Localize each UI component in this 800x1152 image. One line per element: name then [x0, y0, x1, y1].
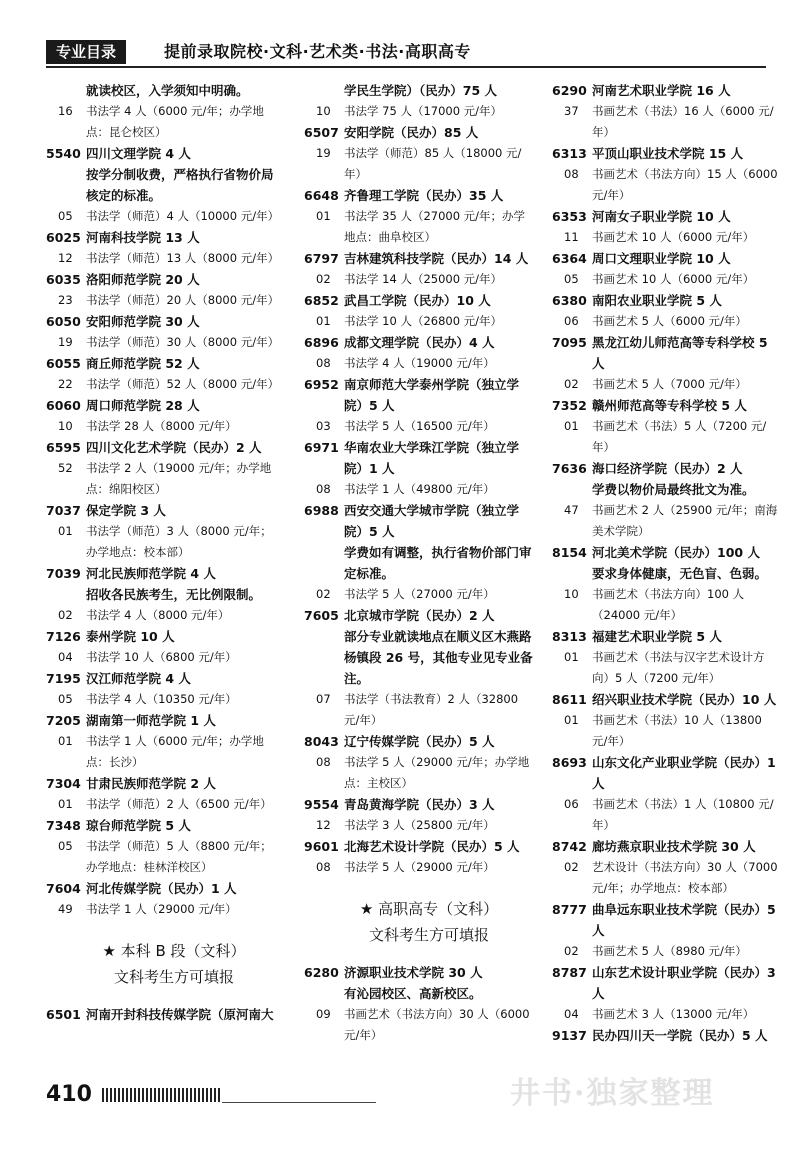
school-entry — [304, 437, 534, 479]
school-code: 8611 — [552, 692, 587, 707]
major-entry — [46, 836, 282, 878]
school-code: 8777 — [552, 902, 587, 917]
school-code: 8154 — [552, 545, 587, 560]
major-entry — [552, 416, 778, 458]
major-code: 07 — [316, 692, 331, 706]
major-detail: 书画艺术 3 人（13000 元/年） — [592, 1007, 755, 1021]
school-note: 要求身体健康，无色盲、色弱。 — [592, 566, 768, 581]
major-code: 02 — [58, 608, 73, 622]
major-code: 04 — [564, 1007, 579, 1021]
school-entry — [552, 290, 778, 311]
major-code: 08 — [316, 356, 331, 370]
school-note: 有沁园校区、高新校区。 — [344, 986, 482, 1001]
school-name: 泰州学院 10 人 — [86, 629, 175, 644]
column-1 — [46, 80, 282, 1025]
school-entry — [304, 185, 534, 206]
major-detail: 书法学（师范）13 人（8000 元/年） — [86, 251, 280, 265]
school-name: 河南开封科技传媒学院（原河南大 — [86, 1007, 274, 1022]
major-entry — [46, 899, 282, 920]
school-entry — [46, 710, 282, 731]
school-code: 7039 — [46, 566, 81, 581]
school-code: 7605 — [304, 608, 339, 623]
school-name: 山东艺术设计职业学院（民办）3 人 — [592, 965, 776, 1001]
school-name: 河南女子职业学院 10 人 — [592, 209, 731, 224]
major-code: 06 — [564, 797, 579, 811]
major-detail: 书法学（师范）3 人（8000 元/年；办学地点：校本部） — [86, 524, 272, 559]
major-code: 01 — [58, 524, 73, 538]
major-code: 19 — [316, 146, 331, 160]
major-detail: 书法学（师范）2 人（6500 元/年） — [86, 797, 272, 811]
school-entry — [46, 437, 282, 458]
page-header — [46, 40, 766, 66]
school-entry — [552, 689, 778, 710]
school-name: 洛阳师范学院 20 人 — [86, 272, 200, 287]
major-detail: 书法学 1 人（49800 元/年） — [344, 482, 495, 496]
school-entry — [46, 353, 282, 374]
school-note: 部分专业就读地点在顺义区木燕路杨镇段 26 号，其他专业见专业备注。 — [344, 629, 533, 686]
school-name: 民办四川天一学院（民办）5 人 — [592, 1028, 768, 1043]
school-code: 6797 — [304, 251, 339, 266]
major-entry — [552, 311, 778, 332]
school-entry — [46, 227, 282, 248]
major-detail: 书法学 5 人（27000 元/年） — [344, 587, 495, 601]
school-entry — [46, 773, 282, 794]
school-name: 海口经济学院（民办）2 人 — [592, 461, 743, 476]
major-code: 10 — [564, 587, 579, 601]
school-name: 保定学院 3 人 — [86, 503, 166, 518]
school-entry — [552, 626, 778, 647]
major-entry — [304, 311, 534, 332]
major-detail: 书法学 5 人（16500 元/年） — [344, 419, 495, 433]
major-detail: 书法学 4 人（19000 元/年） — [344, 356, 495, 370]
school-code: 8693 — [552, 755, 587, 770]
section-title: ★ 高职高专（文科） — [359, 900, 499, 918]
school-entry — [552, 899, 778, 941]
school-name: 河南艺术职业学院 16 人 — [592, 83, 731, 98]
school-entry — [552, 143, 778, 164]
school-code: 8742 — [552, 839, 587, 854]
school-code: 7348 — [46, 818, 81, 833]
school-name: 华南农业大学珠江学院（独立学院）1 人 — [344, 440, 520, 476]
major-entry — [304, 479, 534, 500]
footer-bars — [102, 1088, 222, 1102]
school-name: 河北美术学院（民办）100 人 — [592, 545, 760, 560]
school-name: 廊坊燕京职业技术学院 30 人 — [592, 839, 756, 854]
school-entry — [304, 374, 534, 416]
major-entry — [552, 164, 778, 206]
school-name: 绍兴职业技术学院（民办）10 人 — [592, 692, 777, 707]
school-entry — [46, 395, 282, 416]
section-heading — [304, 896, 534, 948]
section-subtitle: 文科考生方可填报 — [368, 926, 489, 944]
school-entry — [552, 1025, 778, 1046]
footer-rule — [222, 1102, 376, 1103]
major-detail: 书画艺术（书法方向）100 人（24000 元/年） — [592, 587, 745, 622]
major-entry — [46, 374, 282, 395]
major-entry — [46, 605, 282, 626]
major-code: 08 — [316, 755, 331, 769]
school-entry — [304, 248, 534, 269]
school-entry — [552, 962, 778, 1004]
major-code: 06 — [564, 314, 579, 328]
school-code: 6025 — [46, 230, 81, 245]
major-code: 02 — [316, 272, 331, 286]
major-detail: 书法学 1 人（6000 元/年；办学地点：长沙） — [86, 734, 264, 769]
school-code: 6952 — [304, 377, 339, 392]
school-name: 西安交通大学城市学院（独立学院）5 人 — [344, 503, 520, 539]
school-code: 6035 — [46, 272, 81, 287]
school-code: 9137 — [552, 1028, 587, 1043]
major-code: 01 — [316, 209, 331, 223]
school-code: 6648 — [304, 188, 339, 203]
major-detail: 书画艺术（书法方向）15 人（6000 元/年） — [592, 167, 778, 202]
school-code: 7304 — [46, 776, 81, 791]
major-entry — [304, 206, 534, 248]
major-entry — [552, 101, 778, 143]
school-code: 7126 — [46, 629, 81, 644]
school-name: 四川文理学院 4 人 — [86, 146, 191, 161]
major-entry — [46, 521, 282, 563]
school-code: 6290 — [552, 83, 587, 98]
school-name: 齐鲁理工学院（民办）35 人 — [344, 188, 504, 203]
school-name: 赣州师范高等专科学校 5 人 — [592, 398, 747, 413]
major-entry — [552, 500, 778, 542]
school-code: 8787 — [552, 965, 587, 980]
major-entry — [46, 290, 282, 311]
major-code: 02 — [564, 377, 579, 391]
school-entry — [46, 668, 282, 689]
school-code: 6055 — [46, 356, 81, 371]
major-entry — [46, 101, 282, 143]
major-detail: 书画艺术（书法）5 人（7200 元/年） — [592, 419, 767, 454]
major-detail: 书法学 4 人（6000 元/年；办学地点：昆仑校区） — [86, 104, 264, 139]
major-detail: 书画艺术 5 人（8980 元/年） — [592, 944, 747, 958]
school-code: 9601 — [304, 839, 339, 854]
major-entry — [552, 374, 778, 395]
major-detail: 书法学 5 人（29000 元/年） — [344, 860, 495, 874]
major-code: 03 — [316, 419, 331, 433]
major-code: 02 — [316, 587, 331, 601]
school-code: 9554 — [304, 797, 339, 812]
major-code: 05 — [58, 209, 73, 223]
school-entry — [552, 332, 778, 374]
major-entry — [304, 689, 534, 731]
major-detail: 书法学 28 人（8000 元/年） — [86, 419, 237, 433]
major-code: 02 — [564, 944, 579, 958]
major-detail: 书法学 10 人（26800 元/年） — [344, 314, 503, 328]
school-entry — [552, 248, 778, 269]
major-entry — [304, 857, 534, 878]
school-entry — [304, 290, 534, 311]
major-entry — [304, 269, 534, 290]
page-footer — [46, 1082, 376, 1108]
school-code: 6595 — [46, 440, 81, 455]
school-name: 北京城市学院（民办）2 人 — [344, 608, 495, 623]
school-entry — [46, 878, 282, 899]
school-code: 5540 — [46, 146, 81, 161]
major-detail: 书画艺术 5 人（7000 元/年） — [592, 377, 747, 391]
school-entry — [552, 752, 778, 794]
column-2 — [304, 80, 534, 1046]
major-entry — [552, 941, 778, 962]
major-entry — [304, 416, 534, 437]
school-entry — [304, 731, 534, 752]
school-code: 6971 — [304, 440, 339, 455]
major-code: 01 — [58, 734, 73, 748]
major-detail: 书法学（师范）52 人（8000 元/年） — [86, 377, 280, 391]
major-code: 01 — [58, 797, 73, 811]
school-entry — [304, 605, 534, 626]
school-code: 8043 — [304, 734, 339, 749]
school-entry — [46, 563, 282, 584]
school-code: 6501 — [46, 1007, 81, 1022]
school-entry — [46, 815, 282, 836]
school-note: 就读校区，入学须知中明确。 — [86, 83, 249, 98]
section-heading — [46, 938, 282, 990]
major-code: 19 — [58, 335, 73, 349]
major-code: 52 — [58, 461, 73, 475]
school-entry — [304, 122, 534, 143]
header-title: 提前录取院校·文科·艺术类·书法·高职高专 — [164, 42, 471, 61]
major-entry — [304, 101, 534, 122]
major-code: 08 — [564, 167, 579, 181]
major-detail: 书画艺术 2 人（25900 元/年；南海美术学院） — [592, 503, 778, 538]
major-code: 12 — [58, 251, 73, 265]
major-entry — [552, 794, 778, 836]
column-3 — [552, 80, 778, 1046]
major-code: 02 — [564, 860, 579, 874]
school-name: 黑龙江幼儿师范高等专科学校 5 人 — [592, 335, 768, 371]
major-detail: 书画艺术（书法）10 人（13800 元/年） — [592, 713, 762, 748]
school-code: 6988 — [304, 503, 339, 518]
school-name: 北海艺术设计学院（民办）5 人 — [344, 839, 520, 854]
school-code: 6507 — [304, 125, 339, 140]
major-code: 22 — [58, 377, 73, 391]
major-code: 12 — [316, 818, 331, 832]
school-entry — [46, 626, 282, 647]
major-code: 10 — [58, 419, 73, 433]
major-code: 05 — [58, 692, 73, 706]
school-code: 6353 — [552, 209, 587, 224]
school-name: 湖南第一师范学院 1 人 — [86, 713, 216, 728]
school-entry — [46, 143, 282, 164]
school-code: 6050 — [46, 314, 81, 329]
school-name: 南阳农业职业学院 5 人 — [592, 293, 722, 308]
section-tag: 专业目录 — [46, 40, 126, 64]
school-entry — [552, 542, 778, 563]
major-detail: 书法学 4 人（10350 元/年） — [86, 692, 237, 706]
major-entry — [304, 1004, 534, 1046]
major-code: 49 — [58, 902, 73, 916]
major-detail: 书法学 3 人（25800 元/年） — [344, 818, 495, 832]
school-code: 6380 — [552, 293, 587, 308]
major-code: 01 — [564, 713, 579, 727]
school-note: 招收各民族考生，无比例限制。 — [86, 587, 262, 602]
school-name: 辽宁传媒学院（民办）5 人 — [344, 734, 495, 749]
school-entry — [552, 206, 778, 227]
school-entry — [552, 80, 778, 101]
major-entry — [304, 143, 534, 185]
major-entry — [46, 332, 282, 353]
major-entry — [552, 269, 778, 290]
major-detail: 书法学（师范）20 人（8000 元/年） — [86, 293, 280, 307]
major-code: 01 — [564, 650, 579, 664]
school-name: 武昌工学院（民办）10 人 — [344, 293, 491, 308]
school-name: 商丘师范学院 52 人 — [86, 356, 200, 371]
major-entry — [46, 248, 282, 269]
school-code: 7604 — [46, 881, 81, 896]
major-entry — [304, 752, 534, 794]
major-detail: 书画艺术 10 人（6000 元/年） — [592, 230, 755, 244]
school-name: 河南科技学院 13 人 — [86, 230, 200, 245]
major-detail: 书法学（师范）4 人（10000 元/年） — [86, 209, 280, 223]
major-entry — [46, 794, 282, 815]
major-entry — [552, 857, 778, 899]
major-code: 08 — [316, 860, 331, 874]
school-note: 学民生学院）（民办）75 人 — [344, 83, 497, 98]
major-code: 05 — [58, 839, 73, 853]
major-entry — [46, 206, 282, 227]
school-code: 7636 — [552, 461, 587, 476]
school-name: 琼台师范学院 5 人 — [86, 818, 191, 833]
major-entry — [552, 647, 778, 689]
major-detail: 书画艺术（书法）16 人（6000 元/年） — [592, 104, 774, 139]
school-name: 汉江师范学院 4 人 — [86, 671, 191, 686]
school-name: 甘肃民族师范学院 2 人 — [86, 776, 216, 791]
major-detail: 书画艺术（书法与汉字艺术设计方向）5 人（7200 元/年） — [592, 650, 765, 685]
school-code: 6313 — [552, 146, 587, 161]
school-name: 安阳学院（民办）85 人 — [344, 125, 479, 140]
school-name: 青岛黄海学院（民办）3 人 — [344, 797, 495, 812]
major-detail: 书法学 1 人（29000 元/年） — [86, 902, 237, 916]
major-code: 01 — [564, 419, 579, 433]
school-name: 周口文理职业学院 10 人 — [592, 251, 731, 266]
major-detail: 书法学（师范）5 人（8800 元/年；办学地点：桂林洋校区） — [86, 839, 272, 874]
school-name: 曲阜远东职业技术学院（民办）5 人 — [592, 902, 776, 938]
school-code: 6280 — [304, 965, 339, 980]
major-entry — [552, 710, 778, 752]
page-number: 410 — [46, 1082, 92, 1107]
major-code: 10 — [316, 104, 331, 118]
major-detail: 书法学 35 人（27000 元/年；办学地点：曲阜校区） — [344, 209, 526, 244]
major-code: 16 — [58, 104, 73, 118]
school-note: 学费如有调整，执行省物价部门审定标准。 — [344, 545, 532, 581]
school-entry — [304, 836, 534, 857]
school-name: 安阳师范学院 30 人 — [86, 314, 200, 329]
school-name: 四川文化艺术学院（民办）2 人 — [86, 440, 262, 455]
school-name: 河北民族师范学院 4 人 — [86, 566, 216, 581]
major-detail: 书法学（师范）85 人（18000 元/年） — [344, 146, 522, 181]
school-entry — [46, 311, 282, 332]
school-code: 8313 — [552, 629, 587, 644]
major-entry — [46, 416, 282, 437]
school-entry — [552, 458, 778, 479]
school-entry — [46, 1004, 282, 1025]
school-name: 河北传媒学院（民办）1 人 — [86, 881, 237, 896]
major-code: 05 — [564, 272, 579, 286]
school-name: 南京师范大学泰州学院（独立学院）5 人 — [344, 377, 520, 413]
school-entry — [552, 395, 778, 416]
school-name: 成都文理学院（民办）4 人 — [344, 335, 495, 350]
school-name: 福建艺术职业学院 5 人 — [592, 629, 722, 644]
major-code: 11 — [564, 230, 579, 244]
major-detail: 书法学 10 人（6800 元/年） — [86, 650, 237, 664]
school-entry — [46, 500, 282, 521]
school-name: 山东文化产业职业学院（民办）1 人 — [592, 755, 776, 791]
major-entry — [304, 815, 534, 836]
major-detail: 书法学（书法教育）2 人（32800 元/年） — [344, 692, 519, 727]
school-entry — [46, 269, 282, 290]
major-entry — [46, 647, 282, 668]
major-detail: 书法学 4 人（8000 元/年） — [86, 608, 230, 622]
major-detail: 艺术设计（书法方向）30 人（7000 元/年；办学地点：校本部） — [592, 860, 778, 895]
major-entry — [552, 1004, 778, 1025]
major-code: 04 — [58, 650, 73, 664]
school-code: 7195 — [46, 671, 81, 686]
major-entry — [46, 731, 282, 773]
watermark: 井书·独家整理 — [510, 1076, 715, 1111]
school-entry — [304, 962, 534, 983]
major-detail: 书画艺术 10 人（6000 元/年） — [592, 272, 755, 286]
section-title: ★ 本科 B 段（文科） — [102, 942, 246, 960]
school-code: 6364 — [552, 251, 587, 266]
major-detail: 书画艺术（书法方向）30 人（6000 元/年） — [344, 1007, 530, 1042]
school-code: 6060 — [46, 398, 81, 413]
major-entry — [552, 227, 778, 248]
major-code: 08 — [316, 482, 331, 496]
major-detail: 书法学 14 人（25000 元/年） — [344, 272, 503, 286]
school-code: 7037 — [46, 503, 81, 518]
school-note: 按学分制收费，严格执行省物价局核定的标准。 — [86, 167, 274, 203]
major-code: 01 — [316, 314, 331, 328]
major-detail: 书法学 2 人（19000 元/年；办学地点：绵阳校区） — [86, 461, 272, 496]
major-detail: 书法学 5 人（29000 元/年；办学地点：主校区） — [344, 755, 530, 790]
major-detail: 书法学 75 人（17000 元/年） — [344, 104, 503, 118]
school-entry — [304, 332, 534, 353]
school-code: 7095 — [552, 335, 587, 350]
major-code: 23 — [58, 293, 73, 307]
major-entry — [46, 458, 282, 500]
school-name: 平顶山职业技术学院 15 人 — [592, 146, 744, 161]
major-code: 09 — [316, 1007, 331, 1021]
school-entry — [552, 836, 778, 857]
school-code: 7352 — [552, 398, 587, 413]
major-code: 37 — [564, 104, 579, 118]
major-entry — [552, 584, 778, 626]
school-entry — [304, 500, 534, 542]
school-code: 7205 — [46, 713, 81, 728]
major-entry — [304, 353, 534, 374]
major-detail: 书法学（师范）30 人（8000 元/年） — [86, 335, 280, 349]
major-code: 47 — [564, 503, 579, 517]
major-detail: 书画艺术 5 人（6000 元/年） — [592, 314, 747, 328]
header-rule — [46, 66, 766, 68]
school-note: 学费以物价局最终批文为准。 — [592, 482, 755, 497]
school-entry — [304, 794, 534, 815]
major-entry — [46, 689, 282, 710]
major-detail: 书画艺术（书法）1 人（10800 元/年） — [592, 797, 774, 832]
school-name: 吉林建筑科技学院（民办）14 人 — [344, 251, 529, 266]
school-code: 6852 — [304, 293, 339, 308]
school-code: 6896 — [304, 335, 339, 350]
major-entry — [304, 584, 534, 605]
school-name: 济源职业技术学院 30 人 — [344, 965, 483, 980]
school-name: 周口师范学院 28 人 — [86, 398, 200, 413]
section-subtitle: 文科考生方可填报 — [113, 968, 234, 986]
